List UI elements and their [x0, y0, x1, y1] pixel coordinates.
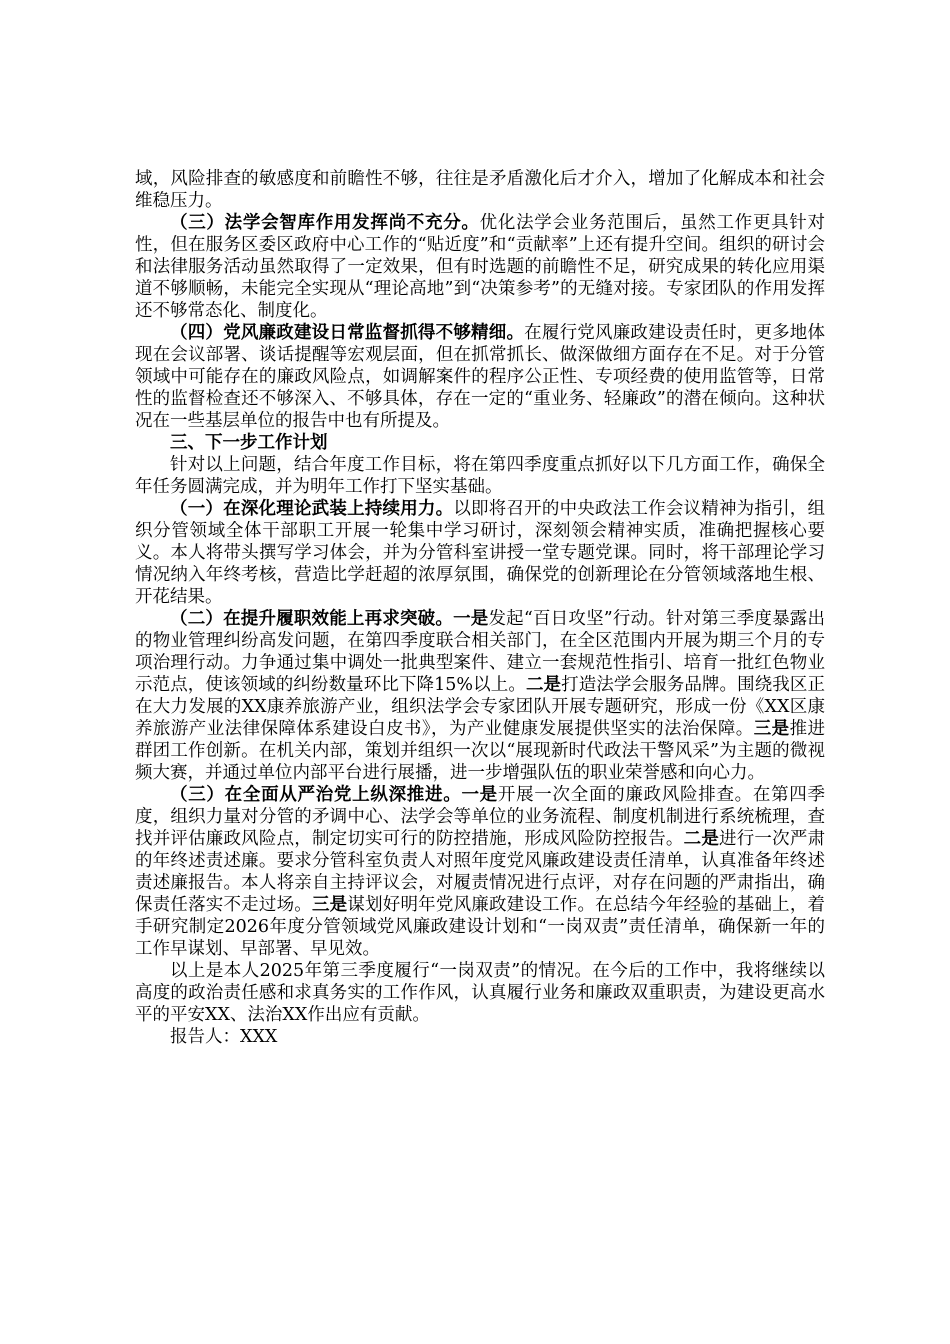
item-marker: 二是: [525, 675, 562, 695]
item-text: 发起“百日攻坚”行动。针对第三季度暴露出的物业管理纠纷高发问题，在第四季度联合相关部门，在全区范围内开展为期三个月的专项治理行动。力争通过集中调处一批典型案件、建立一套规范性指引、培育一批红色物业示范点，使该领域的纠纷数量环比下降15%以上。: [135, 609, 826, 695]
item-text: 推进群团工作创新。在机关内部，策划并组织一次以“展现新时代政法干警风采”为主题的微视频大赛，并通过单位内部平台进行展播，进一步增强队伍的职业荣誉感和向心力。: [135, 719, 826, 783]
paragraph-lead: （三）法学会智库作用发挥尚不充分。: [170, 213, 480, 233]
paragraph-continued: 域，风险排查的敏感度和前瞻性不够，往往是矛盾激化后才介入，增加了化解成本和社会维稳压力。: [135, 169, 825, 211]
document-body: [135, 168, 825, 1048]
item-marker: 三是: [311, 895, 348, 915]
item-marker: 二是: [683, 829, 720, 849]
item-marker: 一是: [461, 785, 498, 805]
paragraph-lead: （四）党风廉政建设日常监督抓得不够精细。: [170, 323, 525, 343]
item-text: 谋划好明年党风廉政建设工作。在总结今年经验的基础上，着手研究制定2026年度分管领域党风廉政建设计划和“一岗双责”责任清单，确保新一年的工作早谋划、早部署、早见效。: [135, 895, 826, 959]
signature-line: 报告人：XXX: [170, 1027, 278, 1047]
paragraph-discipline: [135, 784, 825, 960]
item-marker: 三是: [753, 719, 790, 739]
paragraph-text: 优化法学会业务范围后，虽然工作更具针对性，但在服务区委区政府中心工作的“贴近度”和“贡献率”上还有提升空间。组织的研讨会和法律服务活动虽然取得了一定效果，但有时选题的前瞻性不足，研究成果的转化应用渠道不够顺畅，未能完全实现从“理论高地”到“决策参考”的无缝对接。专家团队的作用发挥还不够常态化、制度化。: [135, 213, 826, 321]
paragraph-plan-intro: 针对以上问题，结合年度工作目标，将在第四季度重点抓好以下几方面工作，确保全年任务圆满完成，并为明年工作打下坚实基础。: [135, 455, 825, 497]
paragraph-efficiency: [135, 608, 825, 784]
paragraph-lead: （三）在全面从严治党上纵深推进。: [170, 785, 462, 805]
item-text: 打造法学会服务品牌。围绕我区正在大力发展的XX康养旅游产业，组织法学会专家团队开展专题研究，形成一份《XX区康养旅游产业法律保障体系建设白皮书》，为产业健康发展提供坚实的法治保障。: [135, 675, 825, 739]
paragraph-supervision: [135, 322, 825, 432]
item-marker: 一是: [453, 609, 489, 629]
paragraph-think-tank: [135, 212, 825, 322]
paragraph-conclusion: 以上是本人2025年第三季度履行“一岗双责”的情况。在今后的工作中，我将继续以高度的政治责任感和求真务实的工作作风，认真履行业务和廉政双重职责，为建设更高水平的平安XX、法治XX作出应有贡献。: [135, 961, 825, 1025]
item-text: 进行一次严肃的年终述责述廉。要求分管科室负责人对照年度党风廉政建设责任清单，认真准备年终述责述廉报告。本人将亲自主持评议会，对履责情况进行点评，对存在问题的严肃指出，确保责任落实不走过场。: [135, 829, 826, 915]
section-heading: 三、下一步工作计划: [170, 433, 328, 453]
paragraph-text: 在履行党风廉政建设责任时，更多地体现在会议部署、谈话提醒等宏观层面，但在抓常抓长、做深做细方面存在不足。对于分管领域中可能存在的廉政风险点，如调解案件的程序公正性、专项经费的使用监管等，日常性的监督检查还不够深入、不够具体，存在一定的“重业务、轻廉政”的潜在倾向。这种状况在一些基层单位的报告中也有所提及。: [135, 323, 826, 431]
item-text: 开展一次全面的廉政风险排查。在第四季度，组织力量对分管的矛调中心、法学会等单位的业务流程、制度机制进行系统梳理，查找并评估廉政风险点，制定切实可行的防控措施，形成风险防控报告。: [135, 785, 826, 849]
paragraph-theory: [135, 498, 825, 608]
paragraph-lead: （二）在提升履职效能上再求突破。: [170, 609, 454, 629]
paragraph-text: 以即将召开的中央政法工作会议精神为指引，组织分管领域全体干部职工开展一轮集中学习研讨，深刻领会精神实质，准确把握核心要义。本人将带头撰写学习体会，并为分管科室讲授一堂专题党课。同时，将干部理论学习情况纳入年终考核，营造比学赶超的浓厚氛围，确保党的创新理论在分管领域落地生根、开花结果。: [135, 499, 826, 607]
paragraph-lead: （一）在深化理论武装上持续用力。: [170, 499, 454, 519]
